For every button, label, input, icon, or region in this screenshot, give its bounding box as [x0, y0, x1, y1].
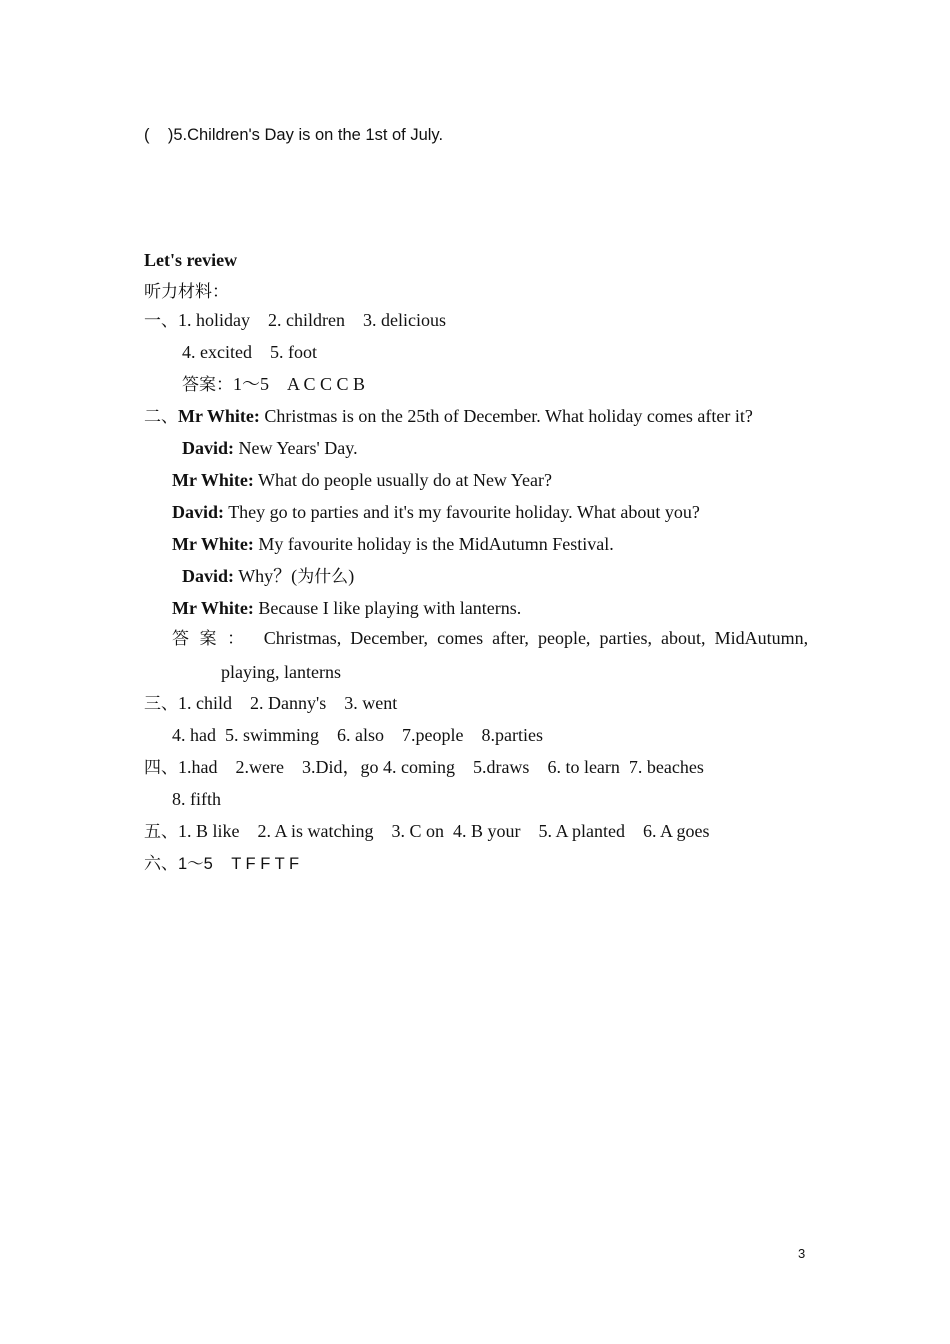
section-6-line-1 — [144, 851, 299, 876]
section-5-prefix: 五、 — [144, 822, 178, 842]
section-2-answer-line-2: playing, lanterns — [221, 662, 341, 682]
answer-word: parties, — [599, 628, 652, 648]
section-4-items-a: 1.had 2.were 3.Did，go 4. coming 5.draws 6. to learn 7. beaches — [178, 757, 704, 777]
dialogue-text-2: New Years' Day. — [234, 438, 358, 458]
section-2-prefix: 二、 — [144, 407, 178, 427]
section-1-line-1 — [144, 308, 446, 333]
section-6-prefix: 六、 — [144, 854, 178, 874]
page-number: 3 — [798, 1246, 806, 1261]
section-1-prefix: 一、 — [144, 311, 178, 331]
dialogue-line-6 — [182, 564, 354, 589]
section-4-prefix: 四、 — [144, 758, 178, 778]
answer-word: about, — [661, 628, 706, 648]
section-4-line-1 — [144, 755, 704, 780]
dialogue-line-3 — [172, 468, 552, 492]
dialogue-text-7: Because I like playing with lanterns. — [253, 598, 522, 618]
answer-word: comes — [437, 628, 484, 648]
dialogue-line-1 — [144, 404, 753, 429]
section-4-line-2: 8. fifth — [172, 789, 221, 809]
section-1-answer — [182, 372, 365, 397]
dialogue-text-1: Christmas is on the 25th of December. What holiday comes after it? — [259, 406, 753, 426]
dialogue-line-2 — [182, 436, 358, 460]
dialogue-line-5 — [172, 532, 614, 556]
listening-material-label: 听力材料： — [144, 282, 229, 302]
section-3-items-a: 1. child 2. Danny's 3. went — [178, 693, 398, 713]
speaker-david: David: — [182, 438, 235, 458]
section-6-items: 1～5 T F F T F — [178, 855, 300, 873]
dialogue-line-4 — [172, 500, 700, 524]
speaker-mr-white: Mr White: — [178, 406, 260, 426]
answer-word: people, — [537, 628, 591, 648]
section-3-line-1 — [144, 691, 397, 716]
section-1-items-a: 1. holiday 2. children 3. delicious — [178, 310, 446, 330]
dialogue-text-6-chinese: 为什么 — [297, 567, 349, 587]
section-heading — [144, 248, 237, 272]
speaker-mr-white: Mr White: — [172, 534, 254, 554]
answer-word: MidAutumn, — [714, 628, 809, 648]
answer-word: after, — [492, 628, 529, 648]
speaker-mr-white: Mr White: — [172, 598, 254, 618]
heading-text: Let's review — [144, 250, 238, 270]
section-3-line-2: 4. had 5. swimming 6. also 7.people 8.parties — [172, 725, 543, 745]
section-3-prefix: 三、 — [144, 694, 178, 714]
section-1-line-2: 4. excited 5. foot — [182, 342, 317, 362]
speaker-david: David: — [182, 566, 235, 586]
answer-label: 答案： — [172, 629, 255, 649]
speaker-david: David: — [172, 502, 225, 522]
dialogue-line-7 — [172, 596, 521, 620]
dialogue-text-4: They go to parties and it's my favourite holiday. What about you? — [224, 502, 700, 522]
speaker-mr-white: Mr White: — [172, 470, 254, 490]
dialogue-text-3: What do people usually do at New Year? — [253, 470, 552, 490]
section-5-items: 1. B like 2. A is watching 3. C on 4. B your 5. A planted 6. A goes — [178, 821, 710, 841]
dialogue-text-6: Why？( — [234, 566, 298, 586]
section-2-answer — [172, 626, 808, 651]
section-1-answer-value: 1～5 A C C C B — [233, 374, 366, 394]
answer-word: Christmas, — [263, 628, 342, 648]
question-5: ( )5.Children's Day is on the 1st of July. — [144, 126, 444, 144]
answer-word: December, — [350, 628, 429, 648]
answer-label: 答案： — [182, 375, 233, 395]
section-5-line-1 — [144, 819, 710, 844]
dialogue-text-5: My favourite holiday is the MidAutumn Festival. — [253, 534, 614, 554]
dialogue-text-6-end: ) — [348, 566, 355, 586]
